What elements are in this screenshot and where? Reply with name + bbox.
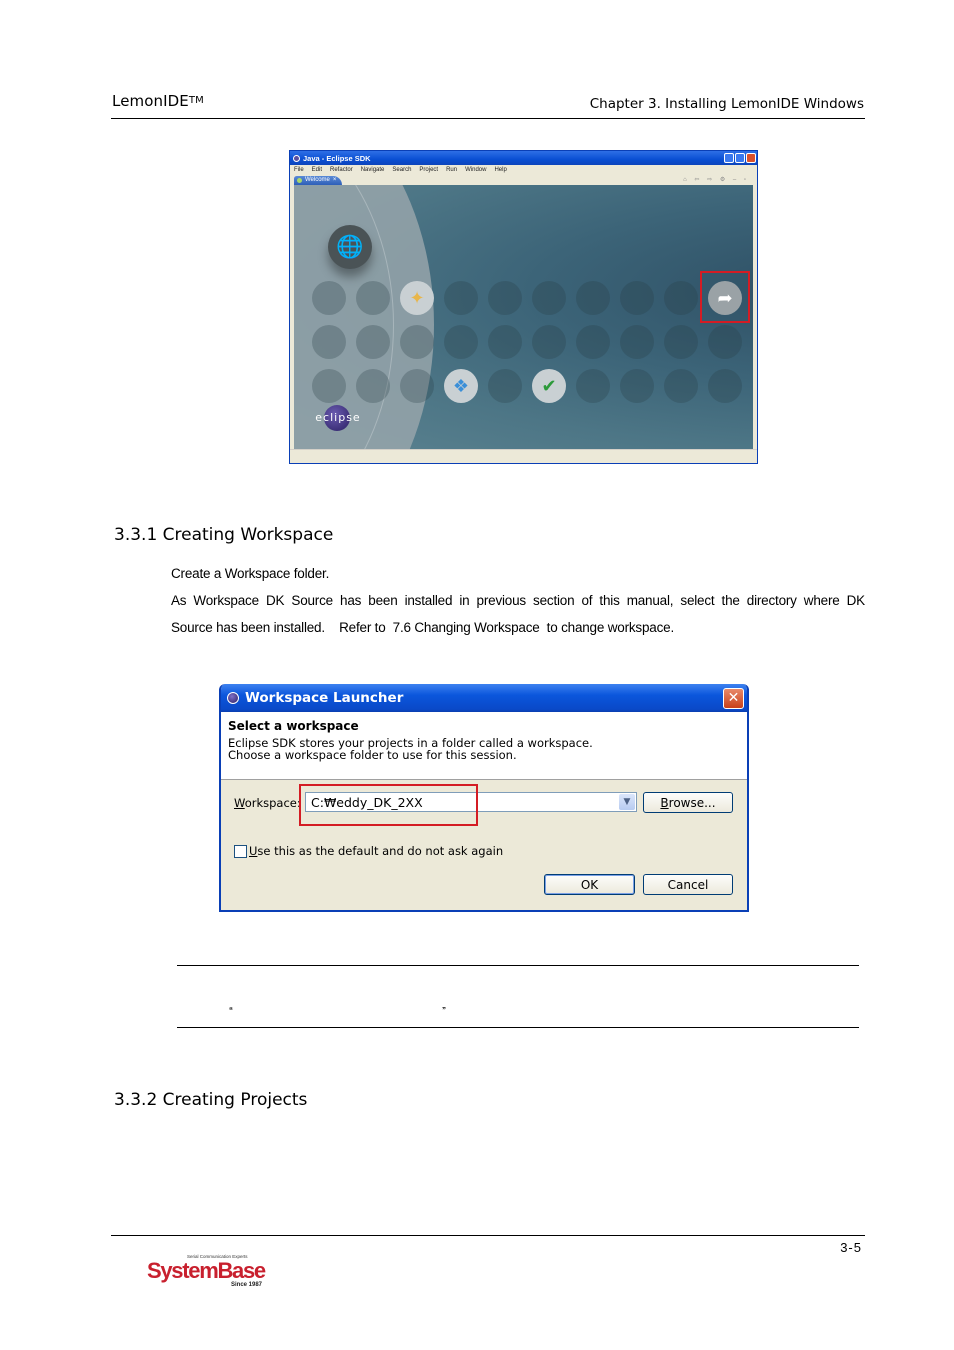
systembase-logo <box>147 1254 277 1290</box>
banner-title: Select a workspace <box>228 719 359 733</box>
workspace-input-value[interactable]: C:₩eddy_DK_2XX <box>311 794 423 810</box>
menu-search[interactable]: Search <box>392 167 412 173</box>
product-name: LemonIDE <box>112 92 189 110</box>
welcome-toolbar[interactable]: ⌂ ⇦ ⇨ ⚙ ‒ ▫ <box>683 177 749 183</box>
open-quote: “ <box>229 1006 233 1015</box>
logo-since: Since 1987 <box>231 1282 263 1288</box>
checkbox-label: se this as the default and do not ask again <box>257 844 504 858</box>
menu-file[interactable]: File <box>294 167 304 173</box>
note-top-rule <box>177 965 859 966</box>
eclipse-titlebar <box>290 151 757 165</box>
cancel-button[interactable]: Cancel <box>643 874 733 895</box>
close-icon[interactable] <box>746 153 756 163</box>
note-bottom-rule <box>177 1027 859 1028</box>
ok-button[interactable]: OK <box>544 874 635 895</box>
tab-welcome[interactable] <box>294 176 342 185</box>
header-chapter-title: Chapter 3. Installing LemonIDE Windows <box>589 96 864 112</box>
tab-welcome-label: Welcome <box>305 177 330 183</box>
overview-globe-icon[interactable]: 🌐 <box>328 225 372 269</box>
workspace-label: Workspace: <box>234 796 301 810</box>
section1-body <box>171 560 865 641</box>
close-quote: ” <box>442 1006 446 1015</box>
eclipse-window-title: Java - Eclipse SDK <box>303 153 371 163</box>
page-number: 3-5 <box>840 1240 862 1255</box>
menu-window[interactable]: Window <box>465 167 487 173</box>
minimize-icon[interactable] <box>724 153 734 163</box>
menu-help[interactable]: Help <box>494 167 507 173</box>
section-heading-creating-workspace: 3.3.1 Creating Workspace <box>114 525 334 545</box>
logo-name: SystemBase <box>147 1258 265 1283</box>
eclipse-statusbar <box>290 449 757 463</box>
menu-edit[interactable]: Edit <box>311 167 323 173</box>
dialog-title: Workspace Launcher <box>245 690 404 706</box>
eclipse-logo-icon <box>293 155 300 162</box>
tutorials-checklist-icon[interactable]: ✔ <box>532 369 566 403</box>
header-rule <box>111 118 865 119</box>
paragraph-line: Source has been installed. Refer to 7.6 Changing Workspace to change workspace. <box>171 620 675 635</box>
eclipse-logo-icon <box>227 692 239 704</box>
eclipse-logo-text: eclipse <box>315 410 361 424</box>
workbench-arrow-icon[interactable]: ➦ <box>708 281 742 315</box>
checkbox-box[interactable] <box>234 845 247 858</box>
eclipse-tabbar <box>290 175 757 185</box>
welcome-page <box>294 185 753 451</box>
header-product-title <box>112 92 204 110</box>
maximize-icon[interactable] <box>735 153 745 163</box>
banner-description: Eclipse SDK stores your projects in a folder called a workspace. <box>228 736 593 750</box>
browse-button[interactable]: B rowse... <box>643 792 733 813</box>
highlight-box <box>700 271 750 323</box>
menu-project[interactable]: Project <box>419 167 439 173</box>
menu-run[interactable]: Run <box>446 167 458 173</box>
menu-refactor[interactable]: Refactor <box>330 167 353 173</box>
paragraph-line: Create a Workspace folder. <box>171 566 330 581</box>
eclipse-menubar <box>290 165 757 175</box>
menu-navigate[interactable]: Navigate <box>360 167 385 173</box>
section-heading-creating-projects: 3.3.2 Creating Projects <box>114 1090 308 1110</box>
eclipse-welcome-screenshot <box>289 150 758 464</box>
tab-close-icon[interactable]: × <box>332 177 337 183</box>
chevron-down-icon[interactable]: ▼ <box>619 794 635 810</box>
paragraph-line: As Workspace DK Source has been installed in previous section of this manual, select the directory where DK <box>171 593 865 608</box>
welcome-icon <box>297 178 302 183</box>
banner-description: Choose a workspace folder to use for this session. <box>228 748 517 762</box>
dialog-banner <box>221 712 747 780</box>
trademark: TM <box>188 95 204 106</box>
use-default-checkbox[interactable]: U se this as the default and do not ask again <box>234 844 503 858</box>
logo-tagline: Serial Communication Experts <box>187 1254 248 1259</box>
whats-new-star-icon[interactable]: ✦ <box>400 281 434 315</box>
footer-rule <box>111 1235 865 1236</box>
dialog-titlebar <box>221 684 747 712</box>
samples-shapes-icon[interactable]: ❖ <box>444 369 478 403</box>
highlight-box <box>299 784 478 826</box>
eclipse-brand-logo <box>310 405 366 429</box>
close-icon[interactable]: ✕ <box>723 688 744 709</box>
